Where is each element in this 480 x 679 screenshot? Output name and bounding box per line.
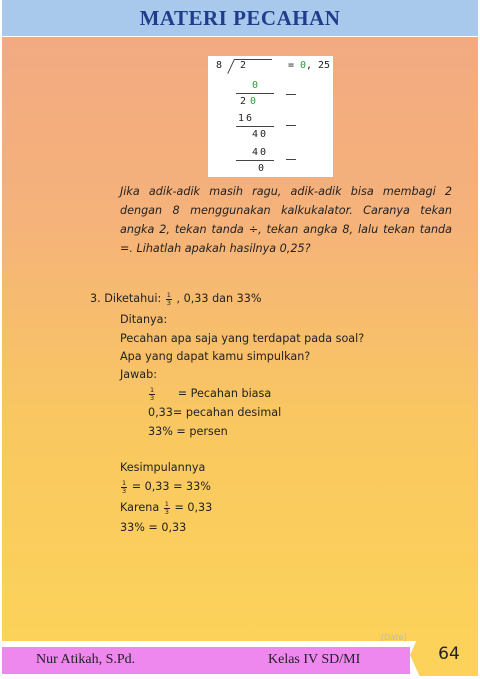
- step-3-rule: [236, 126, 274, 127]
- dividend: 2: [240, 60, 247, 71]
- step-2a: 2: [240, 96, 247, 107]
- step-5-dash: [286, 159, 296, 160]
- diketahui-values: , 0,33 dan 33%: [176, 292, 262, 305]
- question-2: Apa yang dapat kamu simpulkan?: [120, 350, 311, 363]
- footer-class-label: Kelas IV SD/MI: [268, 652, 361, 667]
- answer-3: 33% = persen: [148, 425, 228, 438]
- division-bracket: [227, 59, 235, 74]
- step-1-dash: [286, 94, 296, 95]
- remainder: 0: [258, 163, 265, 174]
- ditanya-label: Ditanya:: [120, 313, 168, 326]
- answer-1: = Pecahan biasa: [177, 387, 272, 400]
- fraction-one-third: $\frac{1}{3}$: [150, 385, 155, 402]
- header-bar: [2, 0, 478, 36]
- jawab-label: Jawab:: [120, 368, 158, 381]
- fraction-one-third: $\frac{1}{3}$: [166, 290, 171, 307]
- footer-author: Nur Atikah, S.Pd.: [36, 652, 136, 667]
- calculator-paragraph: Jika adik-adik masih ragu, adik-adik bisa membagi 2 dengan 8 menggunakan kalkukalator. Caranya tekan angka 2, tekan tanda ÷, tekan angka 8, lalu tekan tanda =. Lihatlah apakah hasilnya 0,25?: [120, 185, 452, 255]
- fraction-one-third: $\frac{1}{3}$: [122, 478, 127, 495]
- date-placeholder: [Date]: [381, 633, 407, 642]
- conclusion-1-line: [120, 477, 211, 496]
- question-1: Pecahan apa saja yang terdapat pada soal?: [120, 332, 365, 345]
- conclusion-2-prefix: Karena: [120, 501, 160, 514]
- step-1-rule: [236, 93, 274, 94]
- quotient-prefix: =: [288, 60, 301, 71]
- step-2b: 0: [250, 96, 257, 107]
- divisor: 8: [216, 60, 223, 71]
- page-number: 64: [438, 644, 460, 664]
- step-5-rule: [236, 160, 274, 161]
- kesimpulan-label: Kesimpulannya: [120, 461, 206, 474]
- quotient-green-digit: 0: [300, 60, 307, 71]
- step-1: 0: [252, 80, 259, 91]
- step-5: 40: [252, 147, 269, 158]
- answer-1-line: [148, 384, 271, 403]
- step-4: 40: [252, 129, 269, 140]
- conclusion-3: 33% = 0,33: [120, 521, 187, 534]
- step-3-dash: [286, 125, 296, 126]
- quotient-rest: , 25: [306, 60, 331, 71]
- long-division-figure: [208, 56, 333, 177]
- answer-2: 0,33= pecahan desimal: [148, 406, 282, 419]
- diketahui-line: [90, 289, 262, 308]
- conclusion-2-line: [120, 498, 212, 517]
- conclusion-1: = 0,33 = 33%: [131, 480, 211, 493]
- fraction-one-third: $\frac{1}{3}$: [164, 499, 169, 516]
- diketahui-label: 3. Diketahui:: [90, 292, 162, 305]
- conclusion-2-suffix: = 0,33: [174, 501, 213, 514]
- step-3: 16: [238, 113, 255, 124]
- page-title: MATERI PECAHAN: [139, 5, 341, 30]
